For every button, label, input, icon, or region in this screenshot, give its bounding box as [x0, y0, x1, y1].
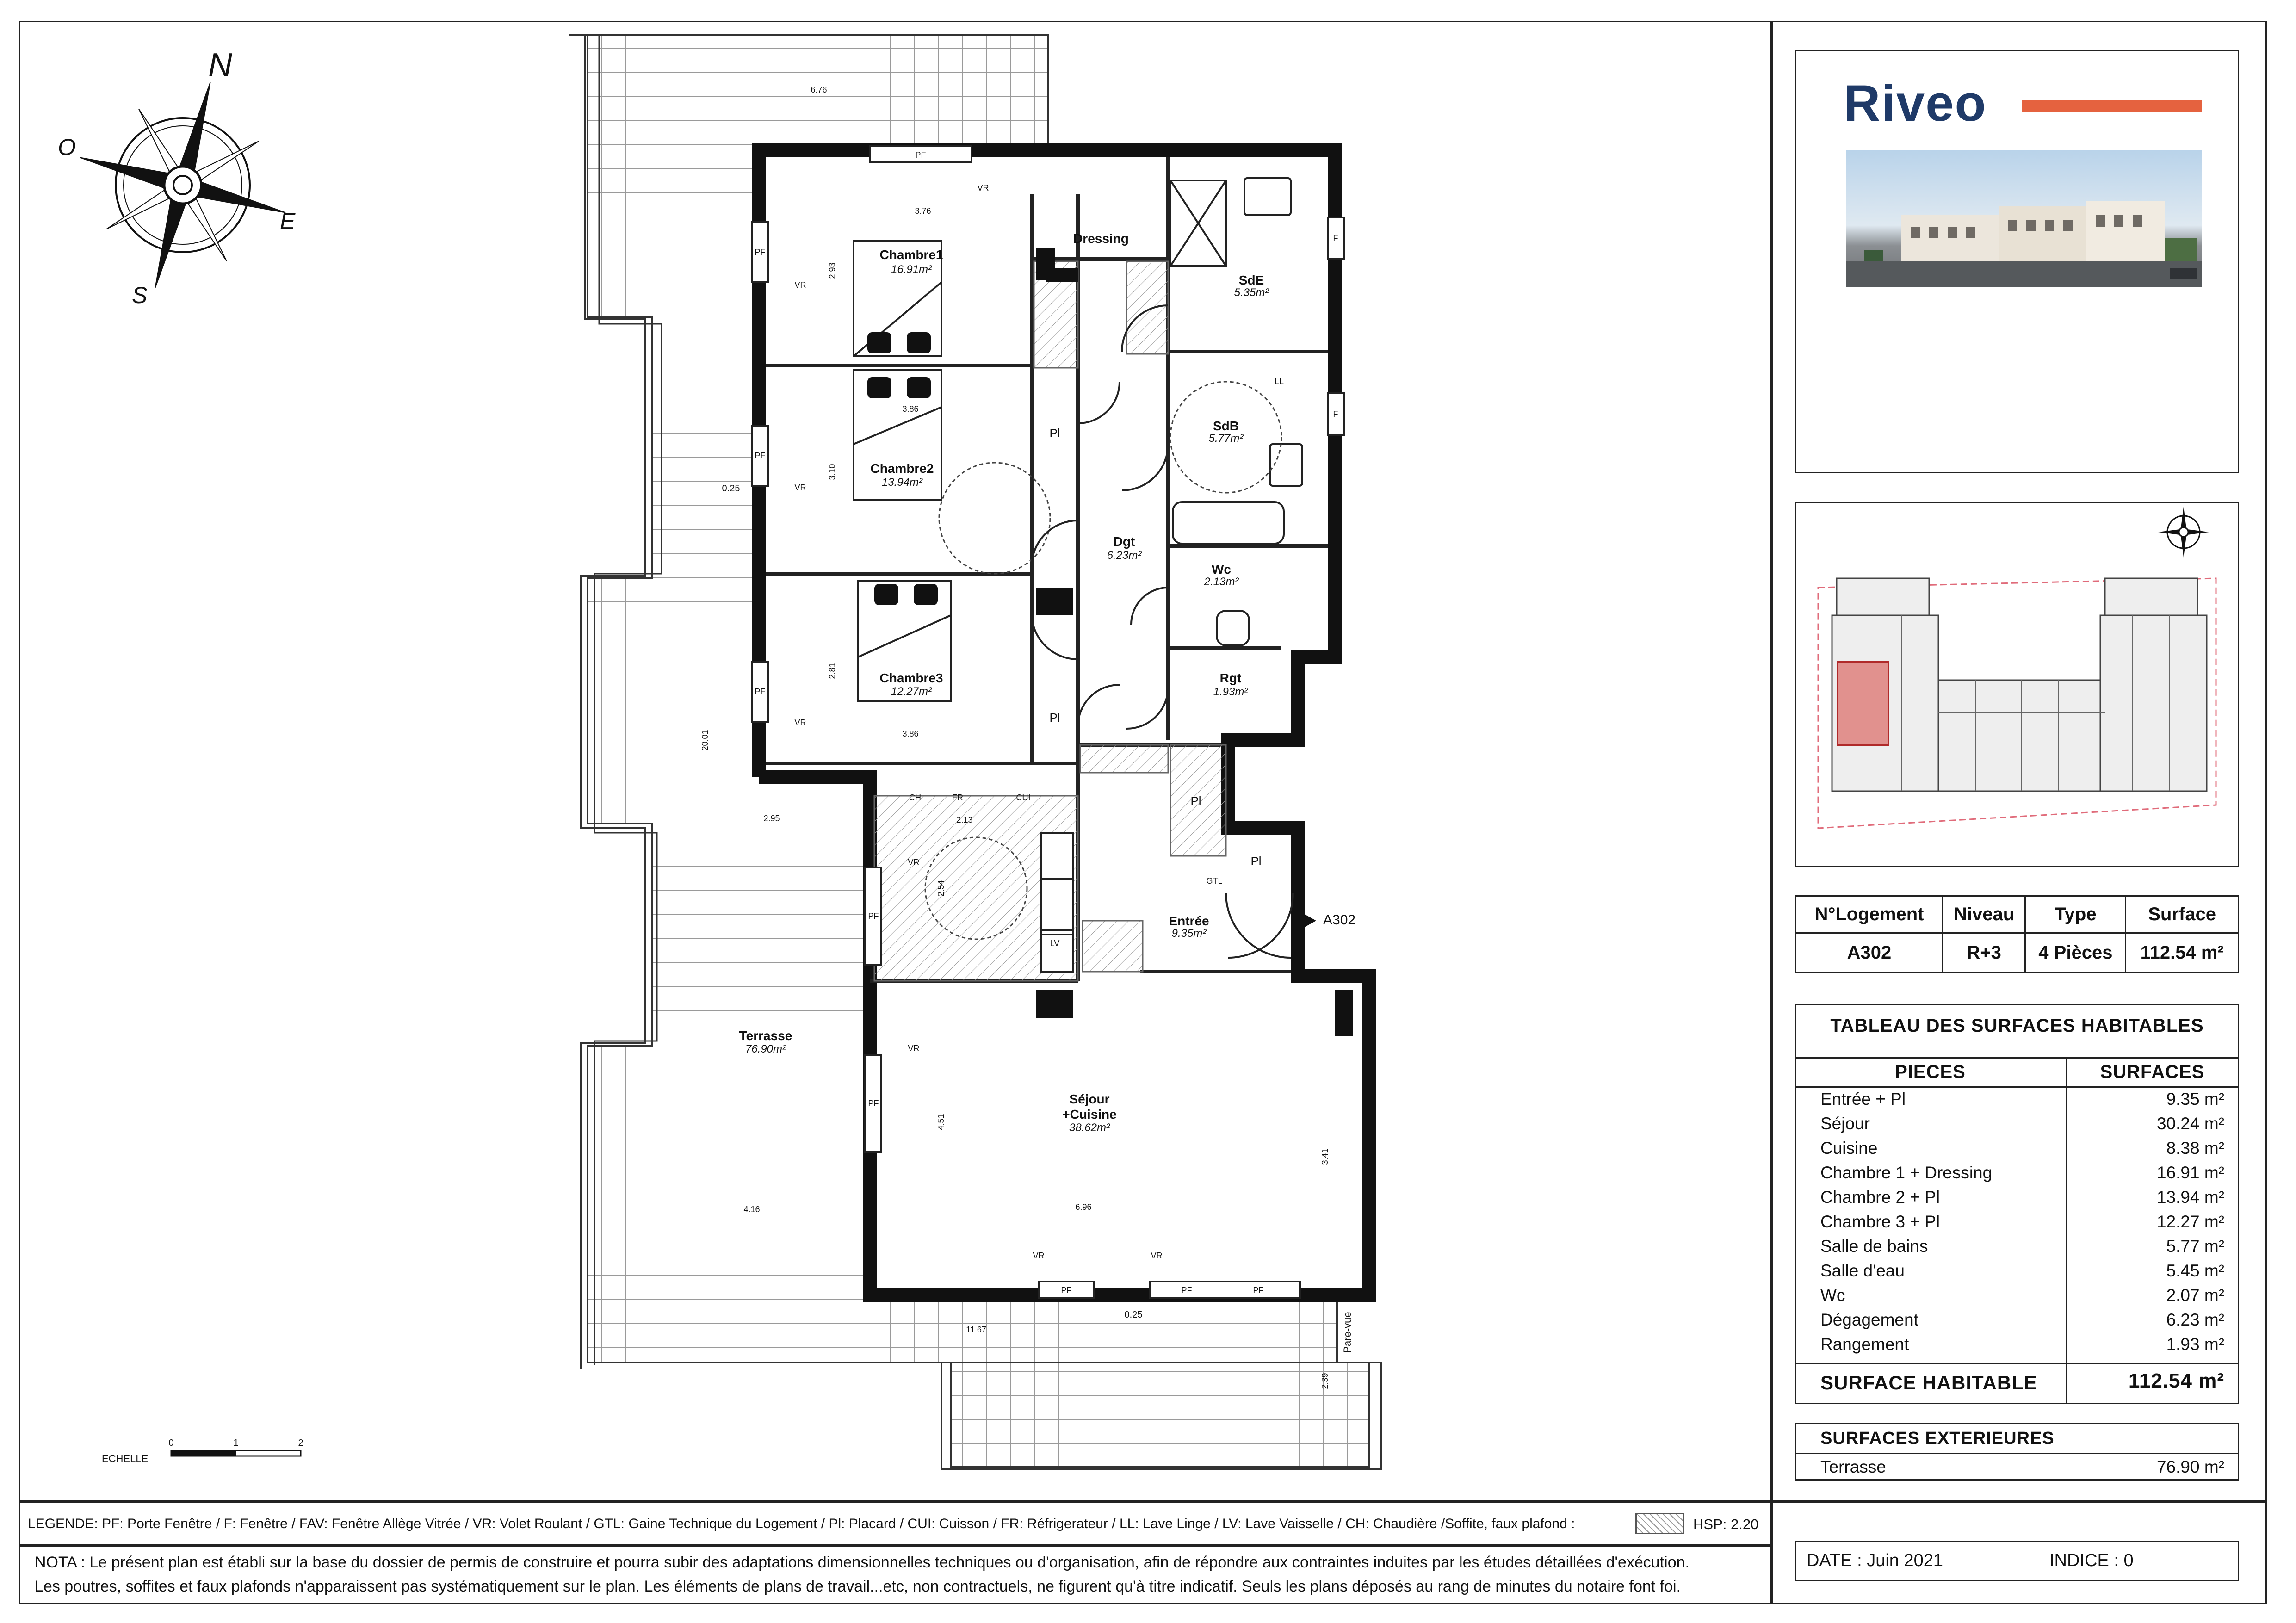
row-piece: Chambre 3 + Pl	[1820, 1212, 1940, 1231]
row-piece: Salle d'eau	[1820, 1261, 1905, 1280]
total-value: 112.54 m²	[2128, 1369, 2224, 1392]
svg-text:5.35m²: 5.35m²	[1234, 286, 1269, 299]
exterior-piece: Terrasse	[1820, 1457, 1886, 1476]
col-pieces-header: PIECES	[1895, 1062, 1966, 1082]
svg-text:3.10: 3.10	[828, 464, 837, 480]
svg-text:20.01: 20.01	[700, 730, 710, 751]
indice-text: INDICE : 0	[2049, 1551, 2134, 1570]
svg-text:Pl: Pl	[1049, 711, 1060, 725]
svg-text:VR: VR	[794, 718, 806, 727]
svg-text:VR: VR	[794, 280, 806, 290]
row-piece: Dégagement	[1820, 1310, 1918, 1329]
total-label: SURFACE HABITABLE	[1820, 1372, 2037, 1394]
svg-text:PF: PF	[755, 248, 766, 257]
row-surface: 5.45 m²	[2166, 1261, 2224, 1280]
header-niveau: Niveau	[1943, 896, 2025, 933]
svg-text:Séjour: Séjour	[1069, 1092, 1110, 1106]
svg-text:Pare-vue: Pare-vue	[1342, 1312, 1353, 1353]
row-piece: Séjour	[1820, 1114, 1870, 1133]
row-piece: Cuisine	[1820, 1139, 1878, 1158]
row-surface: 5.77 m²	[2166, 1237, 2224, 1256]
svg-text:Chambre1: Chambre1	[879, 248, 943, 262]
svg-text:VR: VR	[977, 183, 989, 192]
svg-text:5.77m²: 5.77m²	[1208, 432, 1244, 445]
svg-text:2.39: 2.39	[1320, 1373, 1330, 1389]
row-piece: Entrée + Pl	[1820, 1090, 1906, 1109]
svg-text:GTL: GTL	[1206, 876, 1223, 886]
row-surface: 13.94 m²	[2156, 1188, 2224, 1207]
svg-text:2: 2	[298, 1438, 303, 1448]
svg-text:PF: PF	[1061, 1286, 1072, 1295]
svg-text:PF: PF	[1181, 1286, 1192, 1295]
exterior-surface: 76.90 m²	[2156, 1457, 2224, 1476]
svg-text:CH: CH	[909, 793, 921, 802]
svg-text:6.96: 6.96	[1075, 1202, 1092, 1212]
value-niveau: R+3	[1943, 933, 2025, 973]
svg-text:S: S	[132, 282, 148, 308]
unit-info-table	[1795, 895, 2239, 973]
row-surface: 8.38 m²	[2166, 1139, 2224, 1158]
header-surface: Surface	[2126, 896, 2239, 933]
row-surface: 9.35 m²	[2166, 1090, 2224, 1109]
svg-text:A302: A302	[1323, 912, 1356, 928]
svg-text:0.25: 0.25	[722, 483, 740, 494]
building-render-image	[1846, 150, 2202, 287]
svg-text:VR: VR	[794, 483, 806, 492]
svg-text:PF: PF	[755, 451, 766, 460]
svg-text:16.91m²: 16.91m²	[891, 263, 932, 276]
svg-text:PF: PF	[868, 911, 879, 921]
svg-text:VR: VR	[908, 1044, 920, 1053]
row-surface: 16.91 m²	[2156, 1163, 2224, 1182]
col-surfaces-header: SURFACES	[2100, 1062, 2205, 1082]
brand-accent-bar	[2022, 100, 2202, 112]
svg-text:1.93m²: 1.93m²	[1213, 686, 1248, 698]
svg-text:PF: PF	[755, 687, 766, 696]
svg-text:Chambre3: Chambre3	[879, 671, 943, 685]
svg-text:SdE: SdE	[1238, 273, 1264, 287]
row-piece: Wc	[1820, 1286, 1845, 1305]
compass-rose	[58, 47, 296, 308]
svg-text:ECHELLE: ECHELLE	[102, 1453, 149, 1464]
legend-text: LEGENDE: PF: Porte Fenêtre / F: Fenêtre / FAV: Fenêtre Allège Vitrée / VR: Volet Roulant / GTL: Gaine Technique du Logement / Pl: Placard / CUI: Cuisson / FR: Réfrigerateur / LL: Lave Linge / LV: Lave Vaisselle / CH: Chaudière /Soffite, faux plafond :	[28, 1516, 1575, 1531]
row-piece: Chambre 1 + Dressing	[1820, 1163, 1993, 1182]
svg-text:76.90m²: 76.90m²	[745, 1043, 786, 1055]
svg-text:FR: FR	[952, 793, 963, 802]
svg-text:Dressing: Dressing	[1073, 231, 1129, 246]
svg-text:38.62m²: 38.62m²	[1069, 1121, 1110, 1134]
svg-text:6.76: 6.76	[811, 85, 827, 94]
svg-text:VR: VR	[1151, 1251, 1163, 1260]
surfaces-title-rule	[1795, 1057, 2239, 1059]
svg-text:VR: VR	[908, 858, 920, 867]
total-rule	[1795, 1363, 2239, 1364]
date-text: DATE : Juin 2021	[1807, 1551, 1943, 1570]
value-type: 4 Pièces	[2025, 933, 2126, 973]
svg-text:3.41: 3.41	[1320, 1148, 1330, 1165]
row-surface: 6.23 m²	[2166, 1310, 2224, 1329]
row-surface: 2.07 m²	[2166, 1286, 2224, 1305]
row-piece: Salle de bains	[1820, 1237, 1928, 1256]
svg-text:N: N	[208, 47, 232, 84]
svg-text:LL: LL	[1274, 377, 1284, 386]
svg-text:3.76: 3.76	[915, 206, 931, 216]
header-type: Type	[2025, 896, 2126, 933]
svg-text:Terrasse: Terrasse	[739, 1028, 792, 1043]
svg-text:0: 0	[168, 1438, 174, 1448]
site-plan-thumbnail	[1800, 504, 2234, 865]
hsp-text: HSP: 2.20	[1693, 1516, 1759, 1532]
row-piece: Chambre 2 + Pl	[1820, 1188, 1940, 1207]
col-divider	[2066, 1057, 2067, 1404]
exterior-rule	[1795, 1453, 2239, 1454]
brand-logo: Riveo	[1844, 75, 1987, 132]
svg-text:4.51: 4.51	[936, 1114, 946, 1130]
soffite-swatch	[1635, 1513, 1684, 1534]
svg-text:2.93: 2.93	[828, 262, 837, 279]
svg-text:2.81: 2.81	[828, 663, 837, 679]
svg-text:Chambre2: Chambre2	[870, 461, 934, 476]
svg-text:12.27m²: 12.27m²	[891, 685, 932, 698]
svg-text:0.25: 0.25	[1124, 1310, 1143, 1320]
svg-text:9.35m²: 9.35m²	[1171, 927, 1207, 940]
surfaces-title: TABLEAU DES SURFACES HABITABLES	[1830, 1016, 2204, 1036]
svg-text:PF: PF	[868, 1099, 879, 1108]
svg-text:Wc: Wc	[1212, 562, 1231, 576]
row-surface: 12.27 m²	[2156, 1212, 2224, 1231]
svg-text:SdB: SdB	[1213, 419, 1239, 433]
svg-text:LV: LV	[1050, 939, 1060, 948]
nota-line-2: Les poutres, soffites et faux plafonds n'apparaissent pas systématiquement sur le plan. Les éléments de plans de travail...etc, non contractuels, ne figurent qu'à titre indicatif. Seuls les plans déposés au rang de minutes du notaire font foi.	[35, 1578, 1681, 1595]
row-piece: Rangement	[1820, 1335, 1909, 1354]
svg-text:PF: PF	[915, 150, 926, 160]
svg-text:Pl: Pl	[1190, 794, 1201, 808]
svg-text:E: E	[280, 208, 296, 234]
row-surface: 30.24 m²	[2156, 1114, 2224, 1133]
svg-text:2.54: 2.54	[936, 880, 946, 897]
exterior-title: SURFACES EXTERIEURES	[1820, 1429, 2055, 1448]
svg-text:6.23m²: 6.23m²	[1107, 549, 1142, 562]
svg-text:VR: VR	[1033, 1251, 1045, 1260]
svg-text:1: 1	[233, 1438, 239, 1448]
svg-text:Pl: Pl	[1250, 854, 1262, 868]
svg-text:Entrée: Entrée	[1169, 914, 1209, 928]
svg-text:F: F	[1333, 234, 1338, 243]
svg-text:O: O	[58, 134, 76, 160]
scale-bar	[102, 1438, 303, 1464]
nota-line-1: NOTA : Le présent plan est établi sur la base du dossier de permis de construire et pourra subir des adaptations dimensionnelles techniques ou d'organisation, afin de répondre aux contraintes induites par les études détaillées d'exécution.	[35, 1554, 1690, 1571]
svg-text:Rgt: Rgt	[1219, 671, 1242, 685]
svg-text:Pl: Pl	[1049, 426, 1060, 440]
svg-text:+Cuisine: +Cuisine	[1062, 1107, 1117, 1121]
value-surface: 112.54 m²	[2126, 933, 2239, 973]
col-header-rule	[1795, 1086, 2239, 1088]
svg-text:3.86: 3.86	[902, 404, 919, 414]
row-surface: 1.93 m²	[2166, 1335, 2224, 1354]
svg-text:2.13: 2.13	[956, 815, 973, 824]
svg-text:PF: PF	[1253, 1286, 1264, 1295]
svg-text:2.95: 2.95	[763, 814, 780, 823]
svg-text:11.67: 11.67	[966, 1325, 986, 1334]
svg-text:2.13m²: 2.13m²	[1204, 576, 1239, 588]
value-logement: A302	[1796, 933, 1943, 973]
svg-text:Dgt: Dgt	[1113, 534, 1135, 549]
svg-text:F: F	[1333, 409, 1338, 419]
svg-text:13.94m²: 13.94m²	[881, 476, 923, 489]
svg-text:4.16: 4.16	[743, 1205, 760, 1214]
header-logement: N°Logement	[1796, 896, 1943, 933]
svg-text:CUI: CUI	[1016, 793, 1031, 802]
svg-text:3.86: 3.86	[902, 729, 919, 738]
